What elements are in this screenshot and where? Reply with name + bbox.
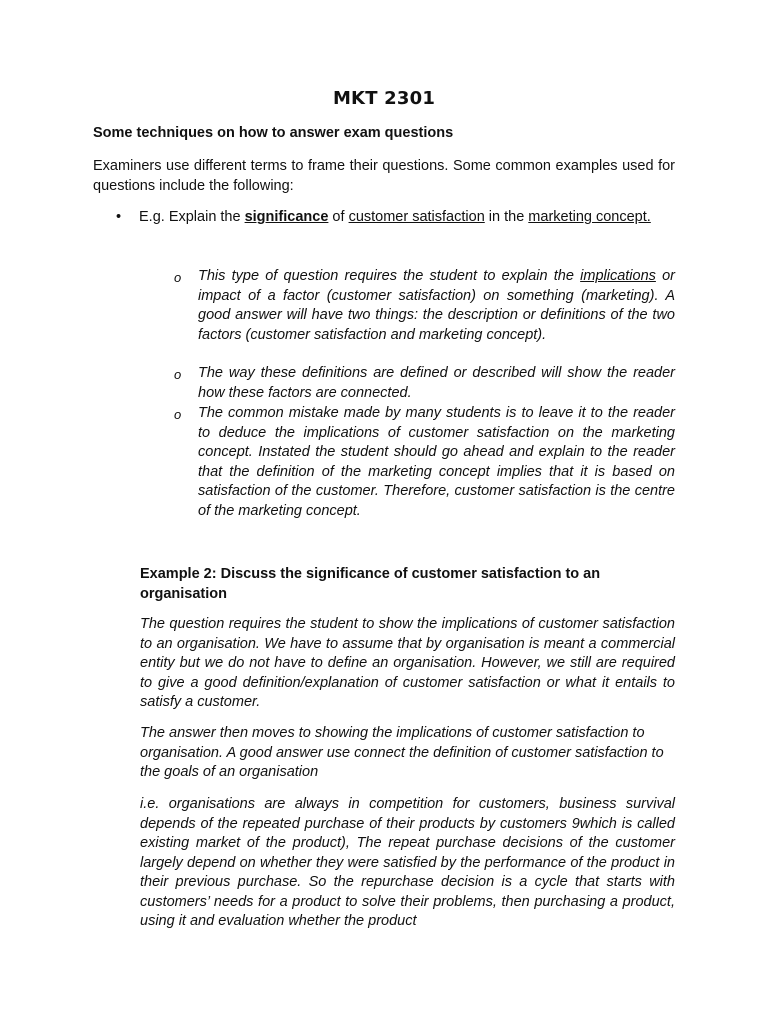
sub-bullet-marker: o [174,270,182,285]
bullet-text-part: of [328,209,349,225]
sub-bullet-text: or impact of a factor (customer satisfaction) on something (marketing). A good answer will have two things: the description or definitions of the two factors (customer satisfaction and marketing concept). [198,268,675,343]
bullet-text-part: E.g. Explain the [139,209,245,225]
section-subtitle: Some techniques on how to answer exam questions [93,125,454,141]
example-heading: Example 2: Discuss the significance of customer satisfaction to an organisation [140,566,601,602]
bullet-text-part: in the [484,209,529,225]
sub-bullet-item: The common mistake made by many students is to leave it to the reader to deduce the implications of customer satisfaction on the marketing concept. Instated the student should go ahead and explain to the reader that the definition of the marketing concept implies that it is based on satisfaction of the customer. Therefore, customer satisfaction is the centre of the marketing concept. [198,405,675,519]
sub-bullet-marker: o [174,367,182,382]
sub-bullet-marker: o [174,407,182,422]
bullet-keyword-marketing-concept: marketing concept. [528,209,651,225]
bullet-keyword-significance: significance [244,209,329,225]
sub-bullet-text: This type of question requires the student to explain the [198,268,581,284]
example-paragraph: The answer then moves to showing the implications of customer satisfaction to organisation. A good answer use connect the definition of customer satisfaction to the goals of an organisation [140,725,664,780]
sub-bullet-item: The way these definitions are defined or described will show the reader how these factors are connected. [198,365,675,401]
example-paragraph: The question requires the student to show the implications of customer satisfaction to an organisation. We have to assume that by organisation is meant a commercial entity but we do not have to define an organisation. However, we still are required to give a good definition/explanation of customer satisfaction or what it entails to satisfy a customer. [140,616,675,710]
intro-paragraph: Examiners use different terms to frame their questions. Some common examples used for questions include the following: [93,158,675,194]
sub-bullet-item [198,267,675,345]
example-paragraph: i.e. organisations are always in competition for customers, business survival depends of the repeated purchase of their products by customers 9which is called existing market of the product), The repeat purchase decisions of the customer largely depend on whether they were satisfied by the performance of the product in their previous purchase. So the repurchase decision is a cycle that starts with customers’ needs for a product to solve their problems, then purchasing a product, using it and evaluation whether the product [140,796,675,929]
page-title: MKT 2301 [332,88,436,109]
sub-bullet-keyword-implications: implications [580,268,656,284]
bullet-marker: • [116,209,122,225]
bullet-keyword-customer-satisfaction: customer satisfaction [348,209,485,225]
bullet-item [139,208,675,227]
